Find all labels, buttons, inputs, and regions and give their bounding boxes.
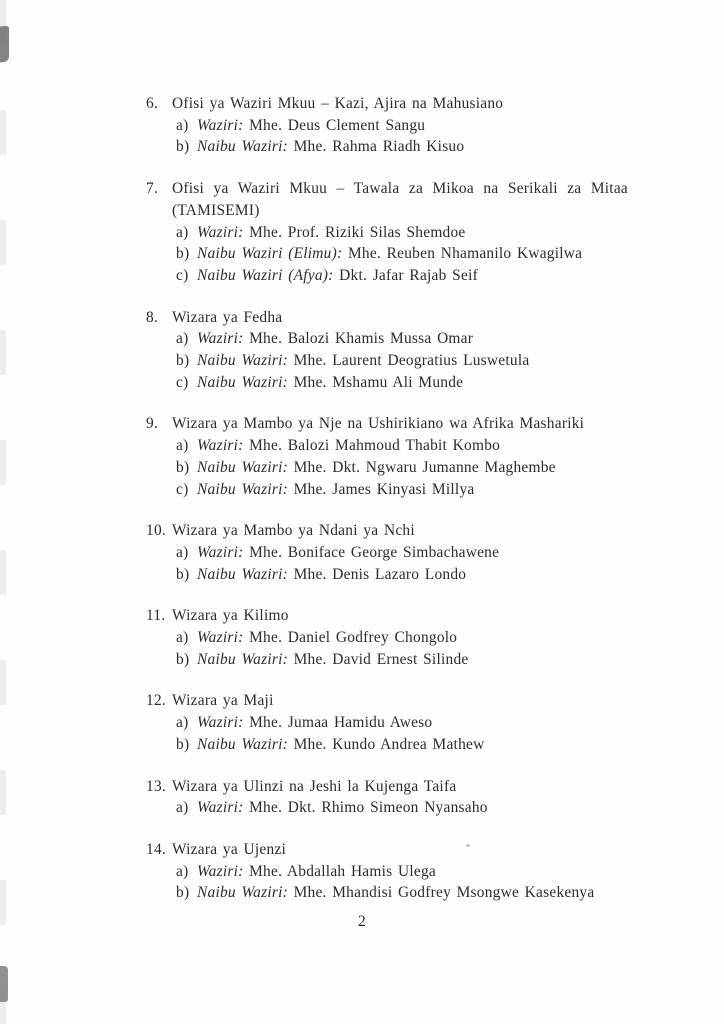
sub-item-letter: a) bbox=[176, 330, 189, 348]
sub-item-letter: b) bbox=[176, 352, 190, 370]
minister-role-label: Waziri: bbox=[197, 223, 244, 241]
minister-name: Mhe. Balozi Mahmoud Thabit Kombo bbox=[249, 437, 501, 455]
ministry-entry-head bbox=[146, 413, 646, 435]
entry-title bbox=[172, 307, 628, 329]
ministry-entry bbox=[146, 690, 646, 755]
minister-role-label: Waziri: bbox=[197, 116, 244, 134]
minister-role-label: Waziri: bbox=[197, 862, 244, 880]
entry-title bbox=[172, 690, 628, 712]
minister-line bbox=[176, 243, 646, 265]
minister-role-label: Naibu Waziri: bbox=[197, 565, 288, 583]
entry-title bbox=[172, 839, 628, 861]
minister-role-label: Waziri: bbox=[197, 799, 244, 817]
minister-line bbox=[176, 265, 646, 287]
entry-subs bbox=[176, 222, 646, 287]
entry-subs bbox=[176, 861, 646, 904]
sub-item-letter: c) bbox=[176, 373, 189, 391]
minister-line bbox=[176, 882, 646, 904]
minister-role-label: Waziri: bbox=[197, 330, 244, 348]
entry-number: 12. bbox=[146, 692, 166, 710]
entry-title-line: Wizara ya Mambo ya Nje na Ushirikiano wa Afrika Mashariki bbox=[172, 415, 585, 433]
minister-name: Mhe. Abdallah Hamis Ulega bbox=[249, 862, 436, 880]
entry-number: 11. bbox=[146, 607, 166, 625]
ministry-entry bbox=[146, 520, 646, 585]
scan-artifact-top-left bbox=[0, 26, 9, 63]
entry-number: 7. bbox=[146, 180, 159, 198]
minister-line bbox=[176, 457, 646, 479]
entry-subs bbox=[176, 542, 646, 585]
minister-name: Mhe. Mshamu Ali Munde bbox=[293, 373, 464, 391]
entry-title-line: Wizara ya Ujenzi bbox=[172, 840, 287, 858]
entry-title-line: Ofisi ya Waziri Mkuu – Kazi, Ajira na Mahusiano bbox=[172, 95, 504, 112]
ministry-entry bbox=[146, 307, 646, 394]
ministry-entry bbox=[146, 178, 646, 287]
sub-item-letter: a) bbox=[176, 116, 189, 134]
minister-line bbox=[176, 542, 646, 564]
scan-artifact-bottom-left bbox=[0, 966, 8, 1002]
minister-role-label: Waziri: bbox=[197, 437, 244, 455]
minister-role-label: Naibu Waziri: bbox=[197, 373, 288, 391]
entry-subs bbox=[176, 328, 646, 393]
ministry-entry bbox=[146, 413, 646, 500]
minister-line bbox=[176, 861, 646, 883]
ministry-entry-head bbox=[146, 690, 646, 712]
minister-name: Mhe. Prof. Riziki Silas Shemdoe bbox=[249, 223, 466, 241]
minister-line bbox=[176, 797, 646, 819]
minister-line bbox=[176, 649, 646, 671]
minister-role-label: Naibu Waziri (Afya): bbox=[197, 266, 334, 284]
sub-item-letter: a) bbox=[176, 437, 189, 455]
sub-item-letter: a) bbox=[176, 799, 189, 817]
minister-name: Mhe. Dkt. Ngwaru Jumanne Maghembe bbox=[293, 458, 556, 476]
minister-name: Mhe. Deus Clement Sangu bbox=[249, 116, 426, 134]
minister-role-label: Waziri: bbox=[197, 543, 244, 561]
entry-title bbox=[172, 520, 628, 542]
minister-line bbox=[176, 734, 646, 756]
minister-line bbox=[176, 350, 646, 372]
entry-title-line: (TAMISEMI) bbox=[172, 201, 260, 219]
minister-line bbox=[176, 712, 646, 734]
minister-role-label: Waziri: bbox=[197, 714, 244, 732]
entry-title-line: Wizara ya Kilimo bbox=[172, 607, 289, 625]
minister-name: Mhe. Daniel Godfrey Chongolo bbox=[249, 629, 458, 647]
entry-title bbox=[172, 776, 628, 798]
minister-role-label: Naibu Waziri: bbox=[197, 480, 288, 498]
sub-item-letter: a) bbox=[176, 714, 189, 732]
minister-name: Mhe. Balozi Khamis Mussa Omar bbox=[249, 330, 474, 348]
minister-name: Mhe. David Ernest Silinde bbox=[293, 650, 469, 668]
entry-number: 13. bbox=[146, 777, 166, 795]
sub-item-letter: b) bbox=[176, 735, 190, 753]
sub-item-letter: a) bbox=[176, 862, 189, 880]
minister-name: Dkt. Jafar Rajab Seif bbox=[339, 266, 478, 284]
entry-subs bbox=[176, 115, 646, 158]
entry-subs bbox=[176, 712, 646, 755]
sub-item-letter: b) bbox=[176, 650, 190, 668]
minister-line bbox=[176, 435, 646, 457]
minister-role-label: Naibu Waziri: bbox=[197, 138, 288, 156]
ministry-entry-head bbox=[146, 178, 646, 221]
sub-item-letter: b) bbox=[176, 458, 190, 476]
entry-subs bbox=[176, 797, 646, 819]
sub-item-letter: b) bbox=[176, 884, 190, 902]
entry-number: 14. bbox=[146, 840, 166, 858]
ministry-entry-head bbox=[146, 93, 646, 115]
entry-subs bbox=[176, 627, 646, 670]
sub-item-letter: a) bbox=[176, 543, 189, 561]
minister-name: Mhe. Reuben Nhamanilo Kwagilwa bbox=[347, 245, 583, 263]
minister-line bbox=[176, 564, 646, 586]
entry-number: 6. bbox=[146, 95, 159, 112]
entry-title-line: Wizara ya Mambo ya Ndani ya Nchi bbox=[172, 522, 415, 540]
minister-role-label: Naibu Waziri: bbox=[197, 650, 288, 668]
minister-name: Mhe. Rahma Riadh Kisuo bbox=[293, 138, 465, 156]
entry-number: 10. bbox=[146, 522, 166, 540]
minister-name: Mhe. Boniface George Simbachawene bbox=[249, 543, 500, 561]
page-number: 2 bbox=[358, 913, 366, 930]
ministry-entry bbox=[146, 839, 646, 904]
minister-name: Mhe. Kundo Andrea Mathew bbox=[293, 735, 485, 753]
minister-line bbox=[176, 115, 646, 137]
entry-title bbox=[172, 605, 628, 627]
minister-line bbox=[176, 479, 646, 501]
ministry-entry bbox=[146, 93, 646, 158]
minister-name: Mhe. Mhandisi Godfrey Msongwe Kasekenya bbox=[293, 884, 595, 902]
minister-line bbox=[176, 328, 646, 350]
minister-line bbox=[176, 136, 646, 158]
entry-title-line: Wizara ya Fedha bbox=[172, 308, 283, 326]
sub-item-letter: c) bbox=[176, 266, 189, 284]
minister-role-label: Naibu Waziri: bbox=[197, 352, 288, 370]
ministry-entry-head bbox=[146, 776, 646, 798]
ministry-entry-head bbox=[146, 605, 646, 627]
sub-item-letter: b) bbox=[176, 245, 190, 263]
entry-title-line: Wizara ya Ulinzi na Jeshi la Kujenga Taifa bbox=[172, 777, 457, 795]
ministry-entry-head bbox=[146, 307, 646, 329]
minister-name: Mhe. Jumaa Hamidu Aweso bbox=[249, 714, 433, 732]
minister-line bbox=[176, 372, 646, 394]
ministry-entry-head bbox=[146, 839, 646, 861]
minister-name: Mhe. James Kinyasi Millya bbox=[293, 480, 475, 498]
entry-subs bbox=[176, 435, 646, 500]
entry-title-line: Ofisi ya Waziri Mkuu – Tawala za Mikoa na Serikali za Mitaa bbox=[172, 180, 628, 198]
entry-title bbox=[172, 413, 628, 435]
entry-number: 9. bbox=[146, 415, 159, 433]
entry-title-line: Wizara ya Maji bbox=[172, 692, 274, 710]
entry-title bbox=[172, 93, 628, 115]
ministry-entry bbox=[146, 605, 646, 670]
minister-role-label: Naibu Waziri: bbox=[197, 458, 288, 476]
sub-item-letter: a) bbox=[176, 223, 189, 241]
minister-line bbox=[176, 222, 646, 244]
entry-number: 8. bbox=[146, 308, 159, 326]
sub-item-letter: c) bbox=[176, 480, 189, 498]
scan-edge-streaks bbox=[0, 0, 6, 1024]
ministry-entry bbox=[146, 776, 646, 819]
minister-role-label: Naibu Waziri: bbox=[197, 884, 288, 902]
minister-name: Mhe. Dkt. Rhimo Simeon Nyansaho bbox=[249, 799, 488, 817]
minister-role-label: Naibu Waziri (Elimu): bbox=[197, 245, 343, 263]
ministers-list bbox=[146, 93, 646, 924]
minister-line bbox=[176, 627, 646, 649]
entry-title bbox=[172, 178, 628, 221]
sub-item-letter: a) bbox=[176, 629, 189, 647]
minister-role-label: Naibu Waziri: bbox=[197, 735, 288, 753]
sub-item-letter: b) bbox=[176, 138, 190, 156]
sub-item-letter: b) bbox=[176, 565, 190, 583]
minister-role-label: Waziri: bbox=[197, 629, 244, 647]
minister-name: Mhe. Denis Lazaro Londo bbox=[293, 565, 467, 583]
ministry-entry-head bbox=[146, 520, 646, 542]
minister-name: Mhe. Laurent Deogratius Luswetula bbox=[293, 352, 530, 370]
